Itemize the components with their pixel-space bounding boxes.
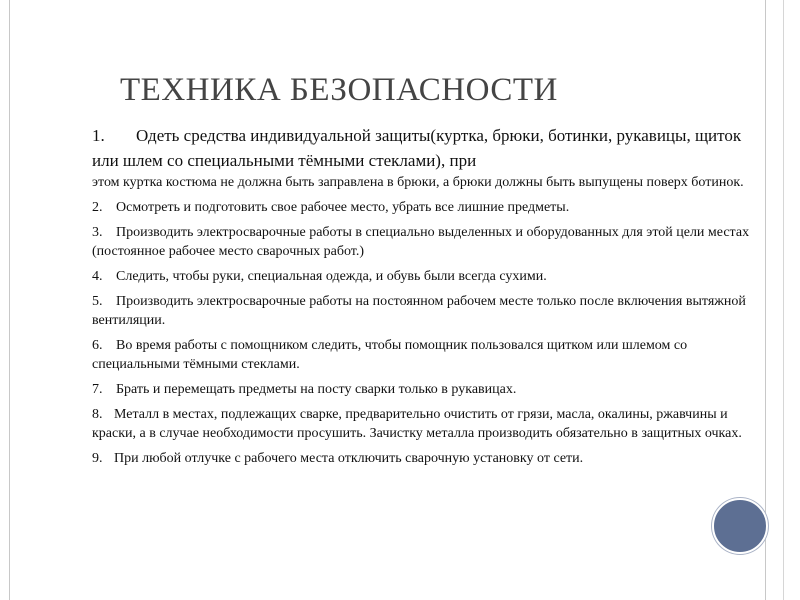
item-number: 7.	[92, 382, 103, 397]
item-number: 6.	[92, 338, 103, 353]
frame-line-right-outer	[783, 0, 784, 600]
list-item-4	[92, 267, 752, 286]
frame-line-left	[9, 0, 10, 600]
item-number: 3.	[92, 225, 103, 240]
item-text: Производить электросварочные работы в специально выделенных и оборудованных для этой цели местах (постоянное рабочее место сварочных работ.)	[92, 225, 750, 259]
frame-line-right	[765, 0, 766, 600]
list-item-7	[92, 380, 752, 399]
decorative-circle	[712, 498, 768, 554]
item-text-continued: этом куртка костюма не должна быть заправлена в брюки, а брюки должны быть выпущены поверх ботинок.	[92, 175, 744, 190]
item-number: 9.	[92, 451, 103, 466]
instruction-list	[92, 123, 752, 474]
list-item-3	[92, 223, 752, 261]
list-item-2	[92, 198, 752, 217]
list-item-9	[92, 449, 752, 468]
item-text: Производить электросварочные работы на постоянном рабочем месте только после включения вытяжной вентиляции.	[92, 294, 746, 328]
item-text-large: Одеть средства индивидуальной защиты(куртка, брюки, ботинки, рукавицы, щиток или шлем со специальными тёмными стеклами), при	[92, 126, 742, 170]
item-number: 2.	[92, 200, 103, 215]
list-item-8	[92, 405, 752, 443]
item-number: 1.	[92, 126, 105, 145]
slide-title: ТЕХНИКА БЕЗОПАСНОСТИ	[120, 72, 558, 108]
item-text: Осмотреть и подготовить свое рабочее место, убрать все лишние предметы.	[116, 200, 570, 215]
list-item-5	[92, 292, 752, 330]
item-text: Брать и перемещать предметы на посту сварки только в рукавицах.	[116, 382, 517, 397]
item-number: 8.	[92, 407, 103, 422]
item-text: Во время работы с помощником следить, чтобы помощник пользовался щитком или шлемом со специальными тёмными стеклами.	[92, 338, 688, 372]
item-text: Следить, чтобы руки, специальная одежда, и обувь были всегда сухими.	[116, 269, 547, 284]
item-text: При любой отлучке с рабочего места отключить сварочную установку от сети.	[114, 451, 584, 466]
item-number: 4.	[92, 269, 103, 284]
list-item-6	[92, 336, 752, 374]
item-text: Металл в местах, подлежащих сварке, предварительно очистить от грязи, масла, окалины, ржавчины и краски, а в случае необходимости просушить. Зачистку металла производить обязательно в защитных очках.	[92, 407, 742, 441]
item-number: 5.	[92, 294, 103, 309]
list-item-1	[92, 123, 752, 192]
